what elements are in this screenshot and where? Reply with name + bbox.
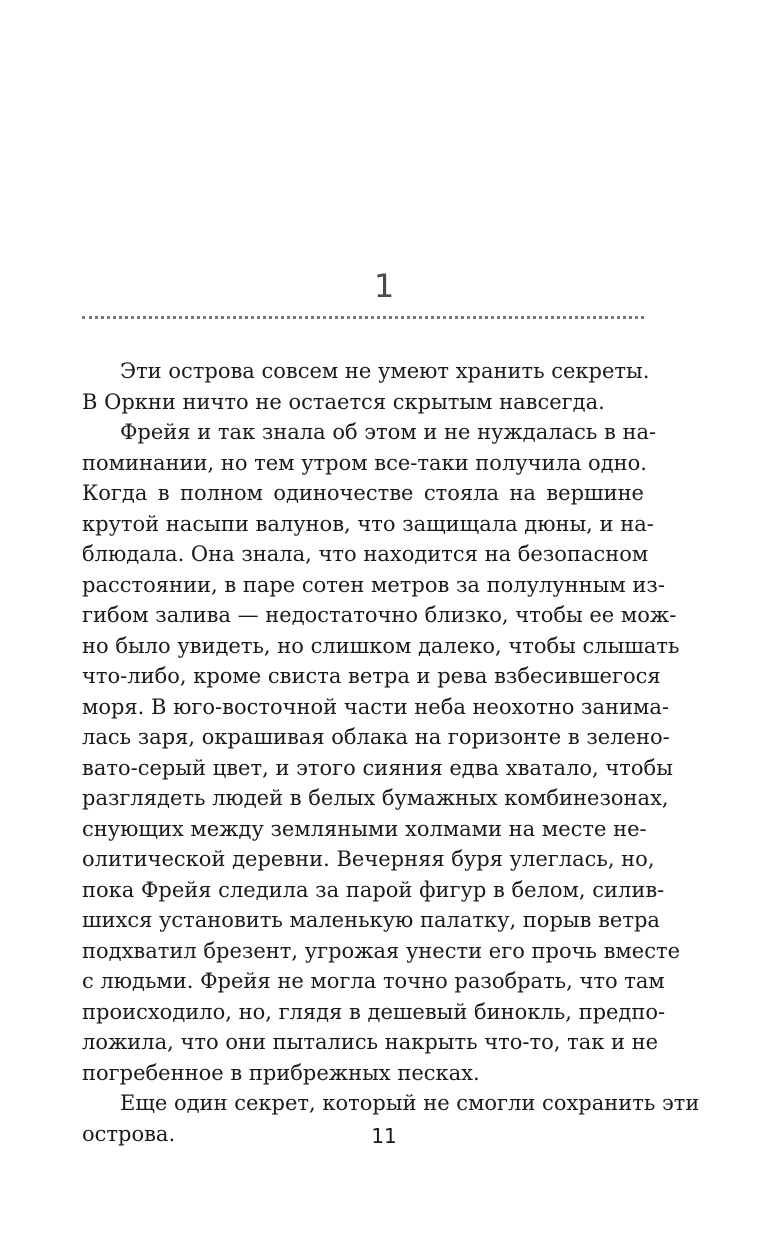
- text-line: острова.: [82, 1121, 176, 1146]
- text-line: поминании, но тем утром все-таки получила одно.: [82, 450, 647, 475]
- text-line: подхватил брезент, угрожая унести его прочь вместе: [82, 938, 680, 963]
- text-line: Когда в полном одиночестве стояла на вершине: [82, 481, 644, 505]
- text-line: разглядеть людей в белых бумажных комбинезонах,: [82, 786, 669, 810]
- page-number: 11: [371, 1124, 397, 1148]
- text-line: снующих между земляными холмами на месте не-: [82, 816, 647, 841]
- text-line: Эти острова совсем не умеют хранить секреты.: [120, 359, 650, 383]
- text-line: олитической деревни. Вечерняя буря улеглась, но,: [82, 847, 655, 871]
- paragraph-1: [82, 356, 650, 417]
- text-line: погребенное в прибрежных песках.: [82, 1060, 480, 1085]
- text-line: происходило, но, глядя в дешевый бинокль, предпо-: [82, 999, 666, 1024]
- text-line: с людьми. Фрейя не могла точно разобрать, что там: [82, 969, 665, 993]
- body-text: [82, 356, 700, 1149]
- text-line: пока Фрейя следила за парой фигур в белом, силив-: [82, 877, 665, 902]
- text-line: крутой насыпи валунов, что защищала дюны, и на-: [82, 511, 654, 536]
- text-line: что-либо, кроме свиста ветра и рева взбесившегося: [82, 664, 661, 688]
- text-line: лась заря, окрашивая облака на горизонте в зелено-: [82, 725, 670, 749]
- chapter-number: 1: [373, 267, 395, 305]
- text-line: но было увидеть, но слишком далеко, чтобы слышать: [82, 633, 680, 658]
- paragraph-2: [82, 417, 680, 1088]
- text-line: шихся установить маленькую палатку, порыв ветра: [82, 908, 660, 932]
- text-line: Фрейя и так знала об этом и не нуждалась в на-: [120, 420, 657, 444]
- text-line: расстоянии, в паре сотен метров за полулунным из-: [82, 572, 665, 597]
- text-line: ложила, что они пытались накрыть что-то, так и не: [82, 1030, 659, 1054]
- dotted-divider: [82, 316, 644, 319]
- text-line: Еще один секрет, который не смогли сохранить эти: [120, 1091, 700, 1115]
- text-line: моря. В юго-восточной части неба неохотно занима-: [82, 694, 669, 719]
- text-line: вато-серый цвет, и этого сияния едва хватало, чтобы: [82, 755, 673, 780]
- text-line: блюдала. Она знала, что находится на безопасном: [82, 542, 649, 566]
- text-line: гибом залива — недостаточно близко, чтобы ее мож-: [82, 603, 677, 627]
- text-line: В Оркни ничто не остается скрытым навсегда.: [82, 389, 605, 414]
